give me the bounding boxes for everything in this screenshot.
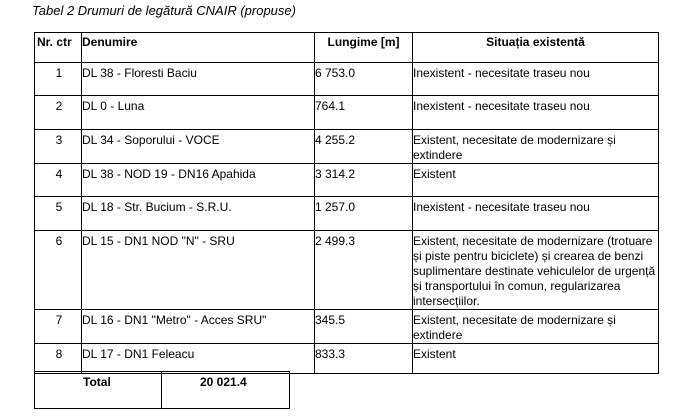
row-status: Inexistent - necesitate traseu nou [413, 96, 659, 130]
row-nr: 1 [35, 63, 82, 96]
table-row [35, 344, 659, 374]
total-value: 20 021.4 [162, 372, 290, 409]
row-length: 6 753.0 [315, 63, 413, 96]
row-nr: 4 [35, 164, 82, 197]
header-name: Denumire [82, 33, 315, 63]
row-status: Existent [413, 164, 659, 197]
table-header-row [35, 33, 659, 63]
row-status: Existent, necesitate de modernizare și extindere [413, 130, 659, 164]
row-length: 3 314.2 [315, 164, 413, 197]
row-length: 345.5 [315, 310, 413, 344]
table-row [35, 310, 659, 344]
table-row [35, 197, 659, 231]
row-nr: 8 [35, 344, 82, 374]
table-row [35, 130, 659, 164]
table-row [35, 96, 659, 130]
row-length: 1 257.0 [315, 197, 413, 231]
row-length: 4 255.2 [315, 130, 413, 164]
row-name: DL 16 - DN1 "Metro" - Acces SRU" [82, 310, 315, 344]
row-nr: 5 [35, 197, 82, 231]
row-name: DL 34 - Soporului - VOCE [82, 130, 315, 164]
row-name: DL 15 - DN1 NOD "N" - SRU [82, 231, 315, 310]
total-table [34, 371, 290, 409]
header-length: Lungime [m] [315, 33, 413, 63]
row-length: 2 499.3 [315, 231, 413, 310]
row-name: DL 17 - DN1 Feleacu [82, 344, 315, 374]
row-nr: 6 [35, 231, 82, 310]
row-status: Existent, necesitate de modernizare și extindere [413, 310, 659, 344]
row-name: DL 38 - Floresti Baciu [82, 63, 315, 96]
total-row [35, 372, 290, 409]
row-name: DL 18 - Str. Bucium - S.R.U. [82, 197, 315, 231]
table-row [35, 63, 659, 96]
row-status: Existent [413, 344, 659, 374]
table-caption: Tabel 2 Drumuri de legătură CNAIR (propuse) [32, 3, 296, 18]
row-status: Inexistent - necesitate traseu nou [413, 63, 659, 96]
row-name: DL 0 - Luna [82, 96, 315, 130]
row-status: Existent, necesitate de modernizare (trotuare și piste pentru biciclete) și crearea de benzi suplimentare destinate vehiculelor de urgență și transportului în comun, regularizarea intersecțiilor. [413, 231, 659, 310]
table-row [35, 164, 659, 197]
row-length: 833.3 [315, 344, 413, 374]
row-nr: 3 [35, 130, 82, 164]
header-nr: Nr. ctr [35, 33, 82, 63]
table-row [35, 231, 659, 310]
roads-table [34, 32, 659, 374]
row-length: 764.1 [315, 96, 413, 130]
total-label: Total [35, 372, 162, 409]
row-nr: 7 [35, 310, 82, 344]
row-status: Inexistent - necesitate traseu nou [413, 197, 659, 231]
header-status: Situația existentă [413, 33, 659, 63]
row-nr: 2 [35, 96, 82, 130]
row-name: DL 38 - NOD 19 - DN16 Apahida [82, 164, 315, 197]
